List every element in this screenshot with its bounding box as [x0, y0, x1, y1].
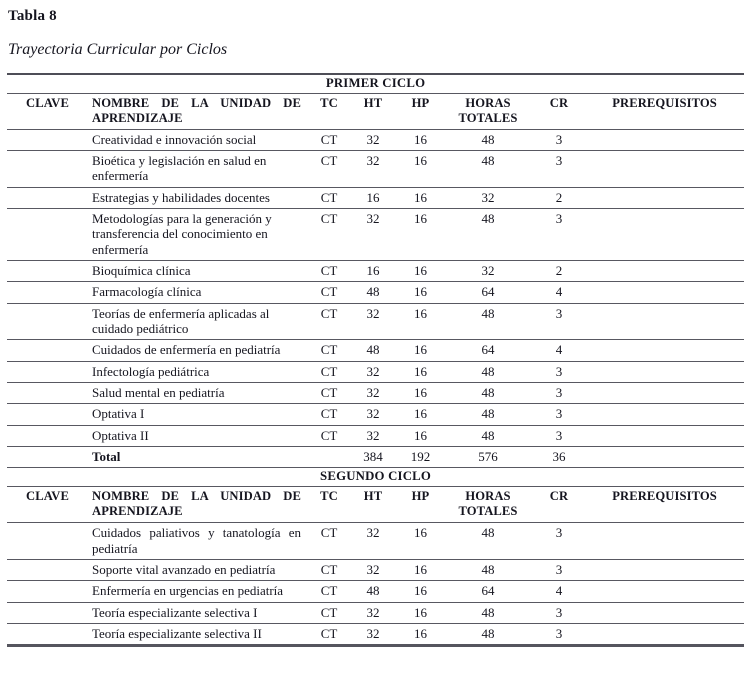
nombre-cell: Cuidados paliativos y tanatología en pediatría — [92, 525, 301, 556]
clave-cell — [7, 187, 88, 208]
clave-cell — [7, 523, 88, 560]
col-header-ht: HT — [363, 489, 383, 504]
cr-cell: 3 — [555, 385, 563, 401]
tc-cell: CT — [320, 406, 338, 422]
prerequisitos-cell — [585, 282, 744, 303]
prerequisitos-cell — [585, 303, 744, 340]
ht-cell: 32 — [366, 406, 380, 422]
ht-cell: 48 — [366, 342, 380, 358]
clave-cell — [7, 559, 88, 580]
hp-cell: 16 — [414, 604, 427, 620]
table-row — [7, 523, 744, 560]
ht-cell: 32 — [366, 131, 380, 147]
nombre-cell: Enfermería en urgencias en pediatría — [92, 583, 284, 599]
ht-cell: 32 — [366, 211, 380, 227]
horas-totales-cell: 48 — [481, 427, 495, 443]
ht-cell: 32 — [366, 525, 380, 541]
total-row — [7, 447, 744, 468]
tc-cell: CT — [320, 625, 338, 641]
horas-totales-cell: 48 — [481, 625, 495, 641]
tc-cell: CT — [320, 263, 338, 279]
clave-cell — [7, 581, 88, 602]
horas-totales-cell: 32 — [481, 263, 495, 279]
horas-totales-cell: 48 — [481, 211, 495, 227]
nombre-cell: Teorías de enfermería aplicadas al cuidado pediátrico — [92, 305, 270, 337]
cr-cell: 3 — [555, 561, 563, 577]
cr-cell: 3 — [555, 305, 563, 321]
nombre-cell: Infectología pediátrica — [92, 363, 210, 379]
clave-cell — [7, 447, 88, 468]
table-number-title: Tabla 8 — [8, 8, 57, 24]
prerequisitos-cell — [585, 209, 744, 261]
horas-totales-cell: 48 — [481, 131, 495, 147]
tc-cell: CT — [320, 305, 338, 321]
ht-cell: 48 — [366, 583, 380, 599]
nombre-cell: Optativa II — [92, 427, 149, 443]
nombre-cell: Farmacología clínica — [92, 284, 202, 300]
col-header-tc: TC — [320, 96, 338, 111]
nombre-cell: Salud mental en pediatría — [92, 385, 225, 401]
ht-cell: 48 — [366, 284, 380, 300]
prerequisitos-cell — [585, 187, 744, 208]
curriculum-table — [7, 73, 744, 647]
section-header-row — [7, 468, 744, 487]
col-header-clave: CLAVE — [26, 489, 69, 504]
ht-cell: 32 — [366, 427, 380, 443]
cr-cell: 3 — [555, 525, 563, 541]
horas-totales-cell: 48 — [481, 385, 495, 401]
table-title: Trayectoria Curricular por Ciclos — [8, 41, 228, 58]
hp-cell: 16 — [414, 427, 427, 443]
table-row — [7, 559, 744, 580]
cr-cell: 2 — [555, 263, 563, 279]
cr-cell: 36 — [552, 449, 566, 465]
column-header-row — [7, 487, 744, 523]
tc-cell: CT — [320, 153, 338, 169]
prerequisitos-cell — [585, 447, 744, 468]
nombre-cell: Bioquímica clínica — [92, 263, 191, 279]
hp-cell: 192 — [410, 449, 431, 465]
ht-cell: 384 — [363, 449, 383, 465]
table-row — [7, 282, 744, 303]
ht-cell: 32 — [366, 561, 380, 577]
table-row — [7, 209, 744, 261]
cr-cell: 3 — [555, 406, 563, 422]
tc-cell: CT — [320, 525, 338, 541]
col-header-prerequisitos: PREREQUISITOS — [612, 489, 717, 504]
nombre-cell: Optativa I — [92, 406, 145, 422]
hp-cell: 16 — [414, 189, 427, 205]
hp-cell: 16 — [414, 406, 427, 422]
col-header-horas_totales: HORAS TOTALES — [458, 489, 518, 519]
nombre-cell: Total — [92, 449, 121, 465]
prerequisitos-cell — [585, 404, 744, 425]
cr-cell: 3 — [555, 211, 563, 227]
hp-cell: 16 — [414, 363, 427, 379]
clave-cell — [7, 340, 88, 361]
clave-cell — [7, 129, 88, 150]
tc-cell: CT — [320, 284, 338, 300]
horas-totales-cell: 48 — [481, 604, 495, 620]
tc-cell: CT — [320, 131, 338, 147]
horas-totales-cell: 48 — [481, 305, 495, 321]
tc-cell: CT — [320, 211, 338, 227]
clave-cell — [7, 425, 88, 446]
column-header-row — [7, 94, 744, 130]
section-header: PRIMER CICLO — [325, 76, 426, 90]
hp-cell: 16 — [414, 525, 427, 541]
horas-totales-cell: 64 — [481, 583, 495, 599]
table-row — [7, 425, 744, 446]
col-header-ht: HT — [363, 96, 383, 111]
tc-cell: CT — [320, 342, 338, 358]
col-header-clave: CLAVE — [26, 96, 69, 111]
ht-cell: 32 — [366, 385, 380, 401]
clave-cell — [7, 209, 88, 261]
clave-cell — [7, 623, 88, 645]
cr-cell: 4 — [555, 583, 563, 599]
prerequisitos-cell — [585, 602, 744, 623]
prerequisitos-cell — [585, 581, 744, 602]
table-row — [7, 340, 744, 361]
nombre-cell: Teoría especializante selectiva II — [92, 625, 262, 641]
col-header-tc: TC — [320, 489, 338, 504]
nombre-cell: Bioética y legislación en salud en enfermería — [92, 153, 267, 184]
col-header-hp: HP — [411, 96, 430, 111]
table-row — [7, 404, 744, 425]
clave-cell — [7, 404, 88, 425]
cr-cell: 3 — [555, 604, 563, 620]
col-header-cr: CR — [549, 96, 569, 111]
table-row — [7, 151, 744, 188]
tc-cell: CT — [320, 561, 338, 577]
cr-cell: 3 — [555, 427, 563, 443]
hp-cell: 16 — [414, 385, 427, 401]
section-header-row — [7, 74, 744, 94]
cr-cell: 4 — [555, 284, 563, 300]
ht-cell: 32 — [366, 153, 380, 169]
nombre-cell: Cuidados de enfermería en pediatría — [92, 342, 281, 358]
hp-cell: 16 — [414, 583, 427, 599]
horas-totales-cell: 48 — [481, 525, 495, 541]
col-header-hp: HP — [411, 489, 430, 504]
nombre-cell: Creatividad e innovación social — [92, 131, 257, 147]
cr-cell: 2 — [555, 189, 563, 205]
col-header-prerequisitos: PREREQUISITOS — [612, 96, 717, 111]
hp-cell: 16 — [414, 625, 427, 641]
table-row — [7, 129, 744, 150]
prerequisitos-cell — [585, 129, 744, 150]
ht-cell: 32 — [366, 625, 380, 641]
tc-cell — [310, 447, 348, 468]
prerequisitos-cell — [585, 261, 744, 282]
col-header-cr: CR — [549, 489, 569, 504]
table-row — [7, 383, 744, 404]
clave-cell — [7, 361, 88, 382]
tc-cell: CT — [320, 189, 338, 205]
horas-totales-cell: 48 — [481, 363, 495, 379]
cr-cell: 3 — [555, 153, 563, 169]
hp-cell: 16 — [414, 284, 427, 300]
cr-cell: 3 — [555, 625, 563, 641]
section-header: SEGUNDO CICLO — [320, 469, 432, 484]
prerequisitos-cell — [585, 523, 744, 560]
horas-totales-cell: 32 — [481, 189, 495, 205]
cr-cell: 3 — [555, 363, 563, 379]
horas-totales-cell: 64 — [481, 284, 495, 300]
cr-cell: 3 — [555, 131, 563, 147]
horas-totales-cell: 48 — [481, 153, 495, 169]
table-row — [7, 261, 744, 282]
hp-cell: 16 — [414, 342, 427, 358]
prerequisitos-cell — [585, 559, 744, 580]
tc-cell: CT — [320, 604, 338, 620]
clave-cell — [7, 151, 88, 188]
hp-cell: 16 — [414, 131, 427, 147]
table-row — [7, 602, 744, 623]
hp-cell: 16 — [414, 263, 427, 279]
curriculum-table-body — [7, 74, 744, 646]
table-row — [7, 623, 744, 645]
nombre-cell: Teoría especializante selectiva I — [92, 604, 258, 620]
col-header-horas_totales: HORAS TOTALES — [458, 96, 518, 125]
col-header-nombre: NOMBRE DE LA UNIDAD DE APRENDIZAJE — [92, 489, 301, 519]
hp-cell: 16 — [414, 211, 427, 227]
horas-totales-cell: 64 — [481, 342, 495, 358]
prerequisitos-cell — [585, 361, 744, 382]
clave-cell — [7, 602, 88, 623]
ht-cell: 32 — [366, 604, 380, 620]
hp-cell: 16 — [414, 561, 427, 577]
table-row — [7, 187, 744, 208]
hp-cell: 16 — [414, 305, 427, 321]
tc-cell: CT — [320, 427, 338, 443]
clave-cell — [7, 303, 88, 340]
tc-cell: CT — [320, 363, 338, 379]
ht-cell: 32 — [366, 305, 380, 321]
nombre-cell: Soporte vital avanzado en pediatría — [92, 561, 276, 577]
prerequisitos-cell — [585, 425, 744, 446]
col-header-nombre: NOMBRE DE LA UNIDAD DE APRENDIZAJE — [92, 96, 301, 125]
prerequisitos-cell — [585, 383, 744, 404]
ht-cell: 16 — [366, 189, 380, 205]
table-row — [7, 361, 744, 382]
tc-cell: CT — [320, 385, 338, 401]
clave-cell — [7, 261, 88, 282]
horas-totales-cell: 48 — [481, 406, 495, 422]
cr-cell: 4 — [555, 342, 563, 358]
horas-totales-cell: 576 — [478, 449, 498, 465]
table-row — [7, 303, 744, 340]
prerequisitos-cell — [585, 151, 744, 188]
horas-totales-cell: 48 — [481, 561, 495, 577]
table-row — [7, 581, 744, 602]
clave-cell — [7, 383, 88, 404]
clave-cell — [7, 282, 88, 303]
nombre-cell: Estrategias y habilidades docentes — [92, 189, 270, 205]
prerequisitos-cell — [585, 340, 744, 361]
tc-cell: CT — [320, 583, 338, 599]
hp-cell: 16 — [414, 153, 427, 169]
nombre-cell: Metodologías para la generación y transferencia del conocimiento en enfermería — [92, 211, 272, 257]
prerequisitos-cell — [585, 623, 744, 645]
ht-cell: 16 — [366, 263, 380, 279]
ht-cell: 32 — [366, 363, 380, 379]
